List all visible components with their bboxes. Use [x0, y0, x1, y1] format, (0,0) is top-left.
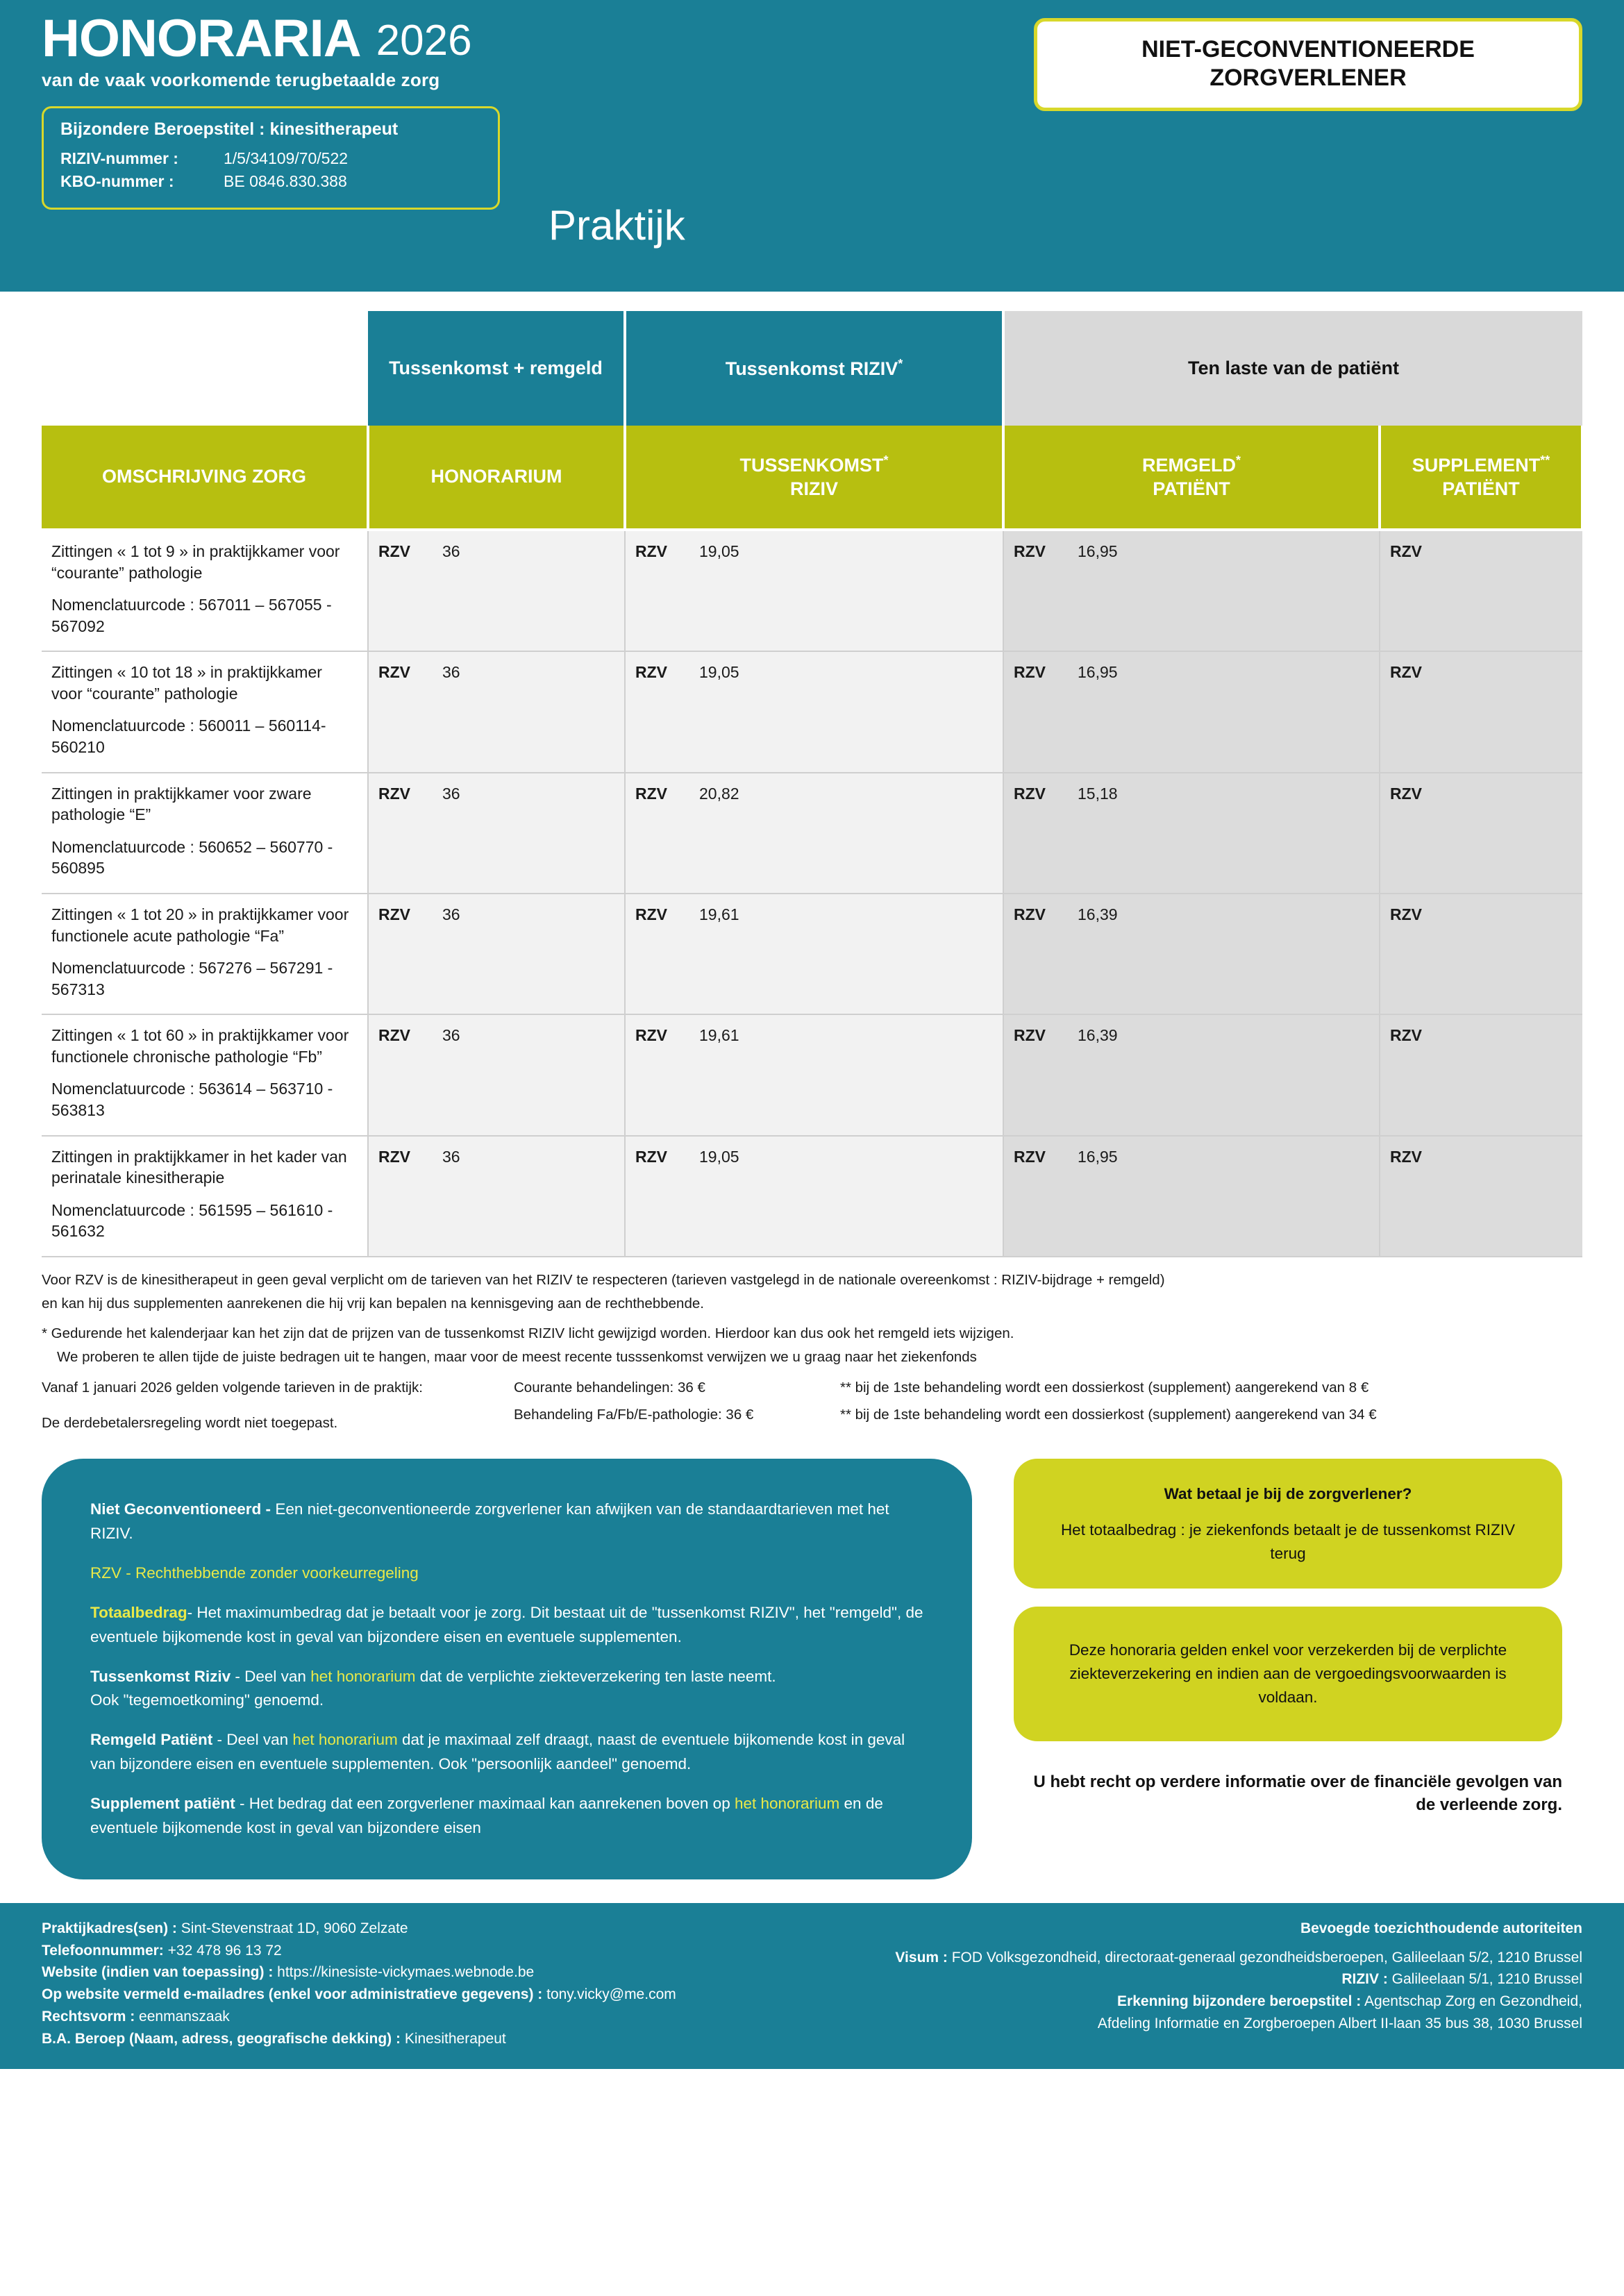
- group-header-tussenkomst-remgeld: Tussenkomst + remgeld: [368, 311, 625, 426]
- kbo-number-row: [60, 172, 481, 191]
- payment-info-panel: [1014, 1459, 1562, 1589]
- rzv-label: RZV: [1390, 663, 1422, 682]
- rzv-label: RZV: [1014, 1026, 1046, 1045]
- table-row: [42, 1136, 1582, 1257]
- row-tussenkomst: [625, 1136, 1003, 1257]
- row-nomenclature-code: Nomenclatuurcode : 567011 – 567055 - 567092: [51, 596, 332, 635]
- notes-section: [0, 1257, 1624, 1441]
- footer-riziv-value: Galileelaan 5/1, 1210 Brussel: [1387, 1971, 1582, 1988]
- footer-email[interactable]: [42, 1984, 840, 2005]
- row-description-text: Zittingen « 1 tot 20 » in praktijkkamer voor functionele acute pathologie “Fa”: [51, 905, 349, 945]
- row-remgeld: [1003, 894, 1380, 1014]
- row-nomenclature-code: Nomenclatuurcode : 560652 – 560770 - 560895: [51, 837, 333, 878]
- definition-totaalbedrag-text: - Het maximumbedrag dat je betaalt voor je zorg. Dit bestaat uit de "tussenkomst RIZIV", het "remgeld", de eventuele bijkomende kost in geval van bijzondere eisen en eventuele supplementen.: [90, 1603, 923, 1645]
- row-remgeld: [1003, 651, 1380, 772]
- profession-title: Bijzondere Beroepstitel : kinesitherapeut: [60, 119, 399, 139]
- row-description-text: Zittingen « 1 tot 9 » in praktijkkamer voor “courante” pathologie: [51, 542, 340, 582]
- row-remgeld: [1003, 1014, 1380, 1135]
- row-description: [42, 651, 368, 772]
- remgeld-amount: 16,39: [1078, 905, 1118, 923]
- footer-address: [42, 1918, 840, 1939]
- row-honorarium: [368, 651, 625, 772]
- row-tussenkomst: [625, 773, 1003, 894]
- tussenkomst-amount: 19,61: [699, 905, 739, 923]
- rzv-label: RZV: [378, 663, 410, 682]
- row-supplement: [1380, 1014, 1582, 1135]
- honorarium-amount: 36: [442, 1147, 460, 1166]
- row-remgeld: [1003, 773, 1380, 894]
- row-description: [42, 773, 368, 894]
- tariff-amounts: [514, 1377, 840, 1441]
- definition-tussenkomst-highlight: het honorarium: [310, 1667, 416, 1685]
- definition-niet-geconventioneerd-term: Niet Geconventioneerd -: [90, 1500, 276, 1518]
- remgeld-amount: 16,95: [1078, 1147, 1118, 1166]
- honorarium-amount: 36: [442, 663, 460, 682]
- rzv-label: RZV: [635, 905, 667, 923]
- definition-niet-geconventioneerd-text: Een niet-geconventioneerde zorgverlener kan afwijken van de standaardtarieven met het RIZIV.: [90, 1500, 889, 1543]
- kbo-number-value: BE 0846.830.388: [224, 172, 347, 190]
- definition-totaalbedrag: [90, 1601, 923, 1650]
- footer-erkenning-label: Erkenning bijzondere beroepstitel :: [1117, 1993, 1362, 2010]
- footer-ba-beroep-value: Kinesitherapeut: [400, 2030, 506, 2047]
- col-header-supplement: [1380, 426, 1582, 530]
- asterisk-marker: *: [1235, 453, 1241, 468]
- rzv-label: RZV: [378, 542, 410, 560]
- definition-remgeld-term: Remgeld Patiënt: [90, 1731, 213, 1749]
- rzv-label: RZV: [378, 1026, 410, 1045]
- table-row: [42, 530, 1582, 651]
- status-badge: NIET-GECONVENTIONEERDE ZORGVERLENER: [1034, 18, 1582, 111]
- row-description: [42, 894, 368, 1014]
- payment-info-title: Wat betaal je bij de zorgverlener?: [1164, 1485, 1412, 1503]
- rzv-label: RZV: [378, 1147, 410, 1166]
- row-supplement: [1380, 530, 1582, 651]
- footer-legal-form-value: eenmanszaak: [135, 2009, 230, 2025]
- asterisk-marker: *: [883, 453, 889, 468]
- footer-phone-value: +32 478 96 13 72: [163, 1942, 282, 1959]
- supplement-note-34: ** bij de 1ste behandeling wordt een dossierkost (supplement) aangerekend van 34 €: [840, 1407, 1377, 1423]
- tussenkomst-amount: 20,82: [699, 784, 739, 803]
- footer-riziv: [853, 1969, 1582, 1990]
- row-tussenkomst: [625, 1014, 1003, 1135]
- footer-riziv-label: RIZIV :: [1341, 1971, 1388, 1988]
- honorarium-amount: 36: [442, 784, 460, 803]
- rzv-label: RZV: [635, 663, 667, 682]
- row-description: [42, 1136, 368, 1257]
- note-asterisk-line1: * Gedurende het kalenderjaar kan het zijn dat de prijzen van de tussenkomst RIZIV licht gewijzigd worden. Hierdoor kan dus ook het remgeld iets wijzigen.: [42, 1325, 1014, 1342]
- definition-tussenkomst-b: dat de verplichte ziekteverzekering ten laste neemt.: [415, 1667, 776, 1685]
- row-nomenclature-code: Nomenclatuurcode : 560011 – 560114- 560210: [51, 717, 326, 757]
- note-rzv-line1: Voor RZV is de kinesitherapeut in geen geval verplicht om de tarieven van het RIZIV te respecteren (tarieven vastgelegd in de nationale overeenkomst : RIZIV-bijdrage + remgeld): [42, 1271, 1165, 1288]
- footer-phone: [42, 1941, 840, 1961]
- definition-tussenkomst: [90, 1665, 923, 1713]
- definition-tussenkomst-term: Tussenkomst Riziv: [90, 1667, 231, 1685]
- insurance-condition-text: Deze honoraria gelden enkel voor verzekerden bij de verplichte ziekteverzekering en indien aan de vergoedingsvoorwaarden is voldaan.: [1069, 1641, 1507, 1706]
- definition-remgeld: [90, 1728, 923, 1777]
- tariff-intro: [42, 1377, 514, 1441]
- rzv-label: RZV: [1014, 784, 1046, 803]
- row-supplement: [1380, 651, 1582, 772]
- group-header-tussenkomst-riziv-label: Tussenkomst RIZIV: [725, 358, 898, 379]
- table-row: [42, 651, 1582, 772]
- row-honorarium: [368, 1136, 625, 1257]
- note-asterisk-line2: We proberen te allen tijde de juiste bedragen uit te hangen, maar voor de meest recente tusssenkomst verwijzen we u graag naar het ziekenfonds: [57, 1349, 977, 1366]
- note-rzv-line2: en kan hij dus supplementen aanrekenen die hij vrij kan bepalen na kennisgeving aan de rechthebbende.: [42, 1295, 704, 1312]
- row-supplement: [1380, 894, 1582, 1014]
- row-description-text: Zittingen « 10 tot 18 » in praktijkkamer voor “courante” pathologie: [51, 663, 322, 703]
- group-header-ten-laste-patient: Ten laste van de patiënt: [1003, 311, 1582, 426]
- row-nomenclature-code: Nomenclatuurcode : 561595 – 561610 - 561632: [51, 1200, 333, 1241]
- group-header-blank: [42, 311, 368, 426]
- row-tussenkomst: [625, 530, 1003, 651]
- explanations-section: [0, 1459, 1624, 1879]
- definition-supplement: [90, 1792, 923, 1841]
- col-header-remgeld: [1003, 426, 1380, 530]
- definition-remgeld-a: - Deel van: [212, 1731, 293, 1749]
- footer-website-value[interactable]: https://kinesiste-vickymaes.webnode.be: [273, 1964, 535, 1981]
- footer-website-label: Website (indien van toepassing) :: [42, 1964, 274, 1981]
- footer-address-label: Praktijkadres(sen) :: [42, 1920, 177, 1936]
- rzv-label: RZV: [1390, 784, 1422, 803]
- definition-supplement-highlight: het honorarium: [734, 1795, 840, 1813]
- row-remgeld: [1003, 1136, 1380, 1257]
- definition-tussenkomst-c: Ook "tegemoetkoming" genoemd.: [90, 1691, 324, 1709]
- footer-erkenning: [853, 1991, 1582, 2012]
- rights-statement: U hebt recht op verdere informatie over de financiële gevolgen van de verleende zorg.: [1033, 1772, 1562, 1815]
- tariff-grid: [42, 1377, 1582, 1441]
- rzv-label: RZV: [635, 542, 667, 560]
- col-header-remgeld-label: REMGELD: [1141, 455, 1236, 476]
- tariff-fa-fb-e: Behandeling Fa/Fb/E-pathologie: 36 €: [514, 1407, 754, 1423]
- footer-ba-beroep: [42, 2029, 840, 2050]
- col-header-tussenkomst: [625, 426, 1003, 530]
- footer-visum-label: Visum :: [895, 1949, 948, 1966]
- row-description: [42, 530, 368, 651]
- row-description-text: Zittingen in praktijkkamer in het kader van perinatale kinesitherapie: [51, 1147, 347, 1187]
- footer-authority-block: [853, 1918, 1582, 2051]
- fees-table-wrapper: [0, 311, 1624, 1257]
- remgeld-amount: 16,39: [1078, 1026, 1118, 1045]
- rzv-label: RZV: [1014, 905, 1046, 923]
- footer-contact-block: [42, 1918, 840, 2051]
- fees-table: [42, 311, 1584, 1257]
- footer-ba-beroep-label: B.A. Beroep (Naam, adress, geografische dekking) :: [42, 2030, 401, 2047]
- practice-label: Praktijk: [549, 202, 685, 249]
- rzv-label: RZV: [635, 1147, 667, 1166]
- row-description-text: Zittingen in praktijkkamer voor zware pathologie “E”: [51, 784, 312, 824]
- rzv-label: RZV: [378, 905, 410, 923]
- definition-supplement-term: Supplement patiënt: [90, 1795, 235, 1813]
- double-asterisk-marker: **: [1540, 453, 1550, 468]
- row-tussenkomst: [625, 651, 1003, 772]
- tariff-courante: Courante behandelingen: 36 €: [514, 1379, 705, 1396]
- group-header-tussenkomst-riziv: [625, 311, 1003, 426]
- rzv-label: RZV: [635, 1026, 667, 1045]
- definition-remgeld-highlight: het honorarium: [292, 1731, 398, 1749]
- row-description: [42, 1014, 368, 1135]
- remgeld-amount: 16,95: [1078, 542, 1118, 560]
- subtitle: van de vaak voorkomende terugbetaalde zorg: [42, 69, 440, 90]
- rzv-label: RZV: [1014, 542, 1046, 560]
- col-header-honorarium: HONORARIUM: [368, 426, 625, 530]
- footer-visum-value: FOD Volksgezondheid, directoraat-generaal gezondheidsberoepen, Galileelaan 5/2, 1210 Brussel: [947, 1949, 1582, 1966]
- tariff-supplements: [840, 1377, 1569, 1441]
- remgeld-amount: 16,95: [1078, 663, 1118, 682]
- definition-supplement-a: - Het bedrag dat een zorgverlener maximaal kan aanrekenen boven op: [235, 1795, 735, 1813]
- provider-id-box: [42, 106, 500, 210]
- tariff-intro-text: Vanaf 1 januari 2026 gelden volgende tarieven in de praktijk:: [42, 1379, 423, 1396]
- table-header-row: [42, 426, 1582, 530]
- table-row: [42, 894, 1582, 1014]
- row-honorarium: [368, 1014, 625, 1135]
- supplement-note-8: ** bij de 1ste behandeling wordt een dossierkost (supplement) aangerekend van 8 €: [840, 1379, 1369, 1396]
- tussenkomst-amount: 19,61: [699, 1026, 739, 1045]
- footer-website[interactable]: [42, 1962, 840, 1983]
- rzv-label: RZV: [635, 784, 667, 803]
- definition-remgeld-b: dat je maximaal zelf draagt, naast de eventuele bijkomende kost in geval van bijzondere eisen en eventuele supplementen. Ook "persoonlijk aandeel" genoemd.: [90, 1731, 905, 1773]
- document-header: [0, 0, 1624, 292]
- footer-legal-form: [42, 2006, 840, 2027]
- table-row: [42, 1014, 1582, 1135]
- rzv-label: RZV: [378, 784, 410, 803]
- insurance-condition-panel: [1014, 1607, 1562, 1741]
- row-supplement: [1380, 773, 1582, 894]
- document-footer: [0, 1903, 1624, 2069]
- year-label: 2026: [376, 17, 472, 65]
- rzv-label: RZV: [1014, 1147, 1046, 1166]
- footer-erkenning-value: Agentschap Zorg en Gezondheid,: [1361, 1993, 1582, 2010]
- row-honorarium: [368, 773, 625, 894]
- row-description-text: Zittingen « 1 tot 60 » in praktijkkamer voor functionele chronische pathologie “Fb”: [51, 1026, 349, 1066]
- riziv-number-value: 1/5/34109/70/522: [224, 149, 349, 167]
- asterisk-marker: *: [898, 356, 903, 371]
- row-nomenclature-code: Nomenclatuurcode : 563614 – 563710 - 563813: [51, 1080, 333, 1119]
- row-honorarium: [368, 530, 625, 651]
- footer-address-value: Sint-Stevenstraat 1D, 9060 Zelzate: [176, 1920, 408, 1936]
- definition-supplement-b: en de eventuele bijkomende kost in geval van bijzondere eisen: [90, 1795, 883, 1836]
- side-panels: [1014, 1459, 1562, 1879]
- footer-legal-form-label: Rechtsvorm :: [42, 2009, 135, 2025]
- row-nomenclature-code: Nomenclatuurcode : 567276 – 567291 - 567313: [51, 959, 333, 998]
- definition-totaalbedrag-term: Totaalbedrag: [90, 1603, 187, 1621]
- col-header-omschrijving: OMSCHRIJVING ZORG: [42, 426, 368, 530]
- riziv-number-label: RIZIV-nummer :: [60, 149, 178, 167]
- footer-email-label: Op website vermeld e-mailadres (enkel voor administratieve gegevens) :: [42, 1986, 543, 2003]
- definitions-panel: [42, 1459, 972, 1879]
- col-header-remgeld-sub: PATIËNT: [1153, 478, 1230, 499]
- rzv-label: RZV: [1390, 905, 1422, 923]
- rzv-label: RZV: [1390, 1026, 1422, 1045]
- col-header-supplement-label: SUPPLEMENT: [1412, 455, 1541, 476]
- rzv-label: RZV: [1390, 1147, 1422, 1166]
- row-remgeld: [1003, 530, 1380, 651]
- footer-authority-title: Bevoegde toezichthoudende autoriteiten: [1300, 1920, 1582, 1936]
- definition-tussenkomst-a: - Deel van: [231, 1667, 311, 1685]
- note-derdebetaler: De derdebetalersregeling wordt niet toegepast.: [42, 1415, 338, 1432]
- footer-phone-label: Telefoonnummer:: [42, 1942, 164, 1959]
- footer-visum: [853, 1947, 1582, 1968]
- table-row: [42, 773, 1582, 894]
- tussenkomst-amount: 19,05: [699, 542, 739, 560]
- col-header-tussenkomst-sub: RIZIV: [789, 478, 838, 499]
- row-supplement: [1380, 1136, 1582, 1257]
- tussenkomst-amount: 19,05: [699, 663, 739, 682]
- col-header-supplement-sub: PATIËNT: [1442, 478, 1520, 499]
- honorarium-amount: 36: [442, 1026, 460, 1045]
- riziv-number-row: [60, 149, 481, 168]
- remgeld-amount: 15,18: [1078, 784, 1118, 803]
- rzv-label: RZV: [1390, 542, 1422, 560]
- page-title: HONORARIA: [42, 9, 361, 68]
- rzv-label: RZV: [1014, 663, 1046, 682]
- row-honorarium: [368, 894, 625, 1014]
- kbo-number-label: KBO-nummer :: [60, 172, 174, 190]
- honorarium-amount: 36: [442, 542, 460, 560]
- col-header-tussenkomst-label: TUSSENKOMST: [739, 455, 884, 476]
- table-group-header-row: [42, 311, 1582, 426]
- definition-niet-geconventioneerd: [90, 1498, 923, 1546]
- footer-erkenning-line2: Afdeling Informatie en Zorgberoepen Albert II-laan 35 bus 38, 1030 Brussel: [1097, 2016, 1582, 2032]
- tussenkomst-amount: 19,05: [699, 1147, 739, 1166]
- honorarium-amount: 36: [442, 905, 460, 923]
- row-tussenkomst: [625, 894, 1003, 1014]
- definition-rzv: RZV - Rechthebbende zonder voorkeurregeling: [90, 1564, 419, 1582]
- footer-email-value[interactable]: tony.vicky@me.com: [542, 1986, 676, 2003]
- payment-info-text: Het totaalbedrag : je ziekenfonds betaalt je de tussenkomst RIZIV terug: [1060, 1520, 1516, 1562]
